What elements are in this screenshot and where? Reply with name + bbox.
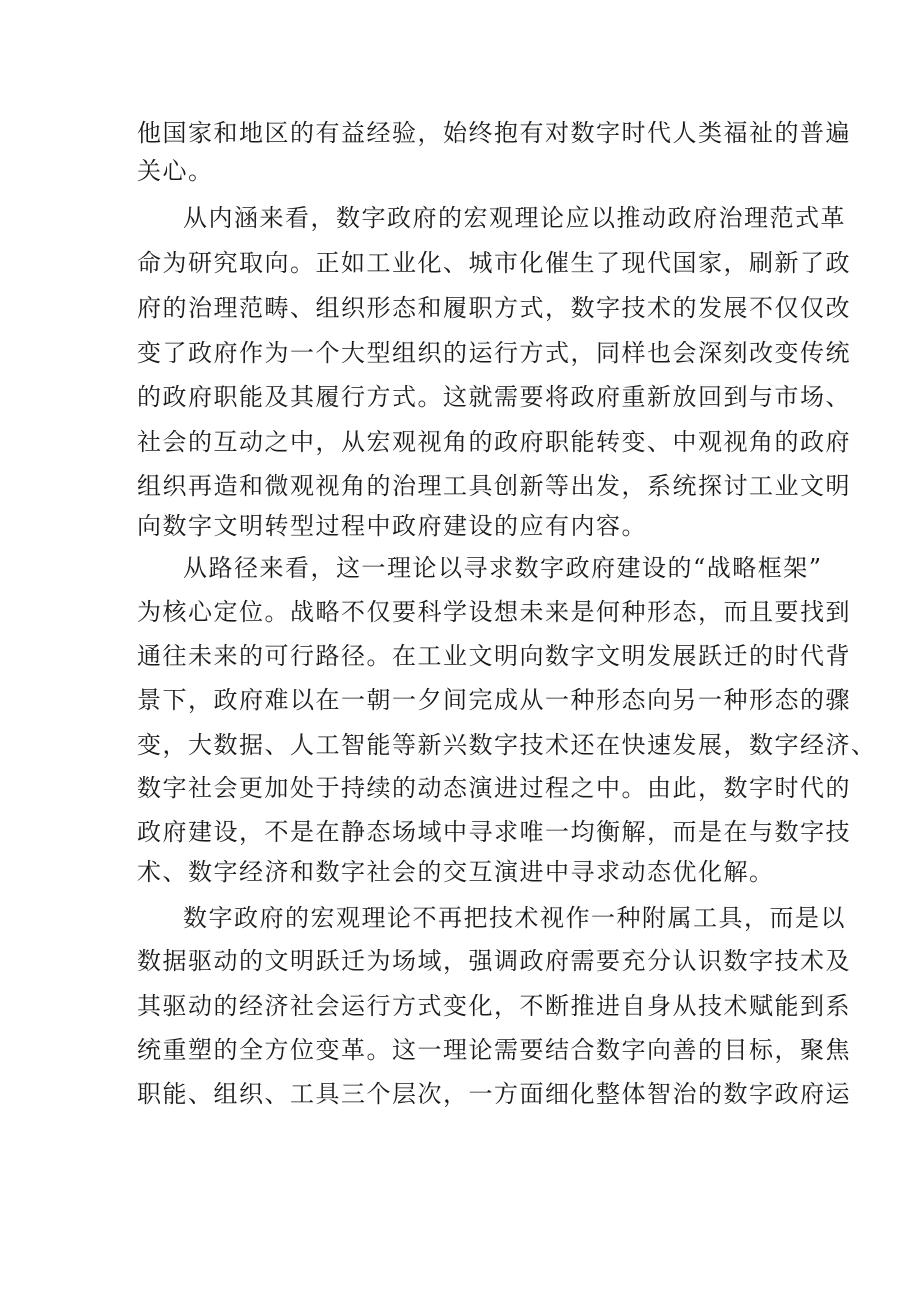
- text-line: 通往未来的可行路径。在工业文明向数字文明发展跃迁的时代背: [137, 642, 851, 670]
- text-line: 社会的互动之中，从宏观视角的政府职能转变、中观视角的政府: [137, 428, 851, 456]
- text-line: 政府建设，不是在静态场域中寻求唯一均衡解，而是在与数字技: [137, 818, 851, 846]
- paragraph-start-line: 数字政府的宏观理论不再把技术视作一种附属工具，而是以: [183, 904, 846, 932]
- text-line: 景下，政府难以在一朝一夕间完成从一种形态向另一种形态的骤: [137, 686, 851, 714]
- paragraph-start-line: 从路径来看，这一理论以寻求数字政府建设的“战略框架”: [183, 554, 823, 582]
- text-line: 关心。: [137, 157, 214, 185]
- text-line: 职能、组织、工具三个层次，一方面细化整体智治的数字政府运: [137, 1080, 851, 1108]
- text-line: 统重塑的全方位变革。这一理论需要结合数字向善的目标，聚焦: [137, 1036, 851, 1064]
- text-line: 术、数字经济和数字社会的交互演进中寻求动态优化解。: [137, 858, 775, 886]
- text-line: 变了政府作为一个大型组织的运行方式，同样也会深刻改变传统: [137, 339, 851, 367]
- paragraph-start-line: 从内涵来看，数字政府的宏观理论应以推动政府治理范式革: [183, 204, 846, 232]
- text-line: 命为研究取向。正如工业化、城市化催生了现代国家，刷新了政: [137, 249, 851, 277]
- text-line: 数字社会更加处于持续的动态演进过程之中。由此，数字时代的: [137, 774, 851, 802]
- text-line: 组织再造和微观视角的治理工具创新等出发，系统探讨工业文明: [137, 472, 851, 500]
- text-line: 向数字文明转型过程中政府建设的应有内容。: [137, 512, 647, 540]
- text-line: 府的治理范畴、组织形态和履职方式，数字技术的发展不仅仅改: [137, 294, 851, 322]
- text-line: 为核心定位。战略不仅要科学设想未来是何种形态，而且要找到: [137, 598, 851, 626]
- text-line: 的政府职能及其履行方式。这就需要将政府重新放回到与市场、: [137, 383, 851, 411]
- text-line: 变，大数据、人工智能等新兴数字技术还在快速发展，数字经济、: [137, 731, 877, 759]
- text-line: 他国家和地区的有益经验，始终抱有对数字时代人类福祉的普遍: [137, 119, 851, 147]
- text-line: 数据驱动的文明跃迁为场域，强调政府需要充分认识数字技术及: [137, 947, 851, 975]
- text-line: 其驱动的经济社会运行方式变化，不断推进自身从技术赋能到系: [137, 992, 851, 1020]
